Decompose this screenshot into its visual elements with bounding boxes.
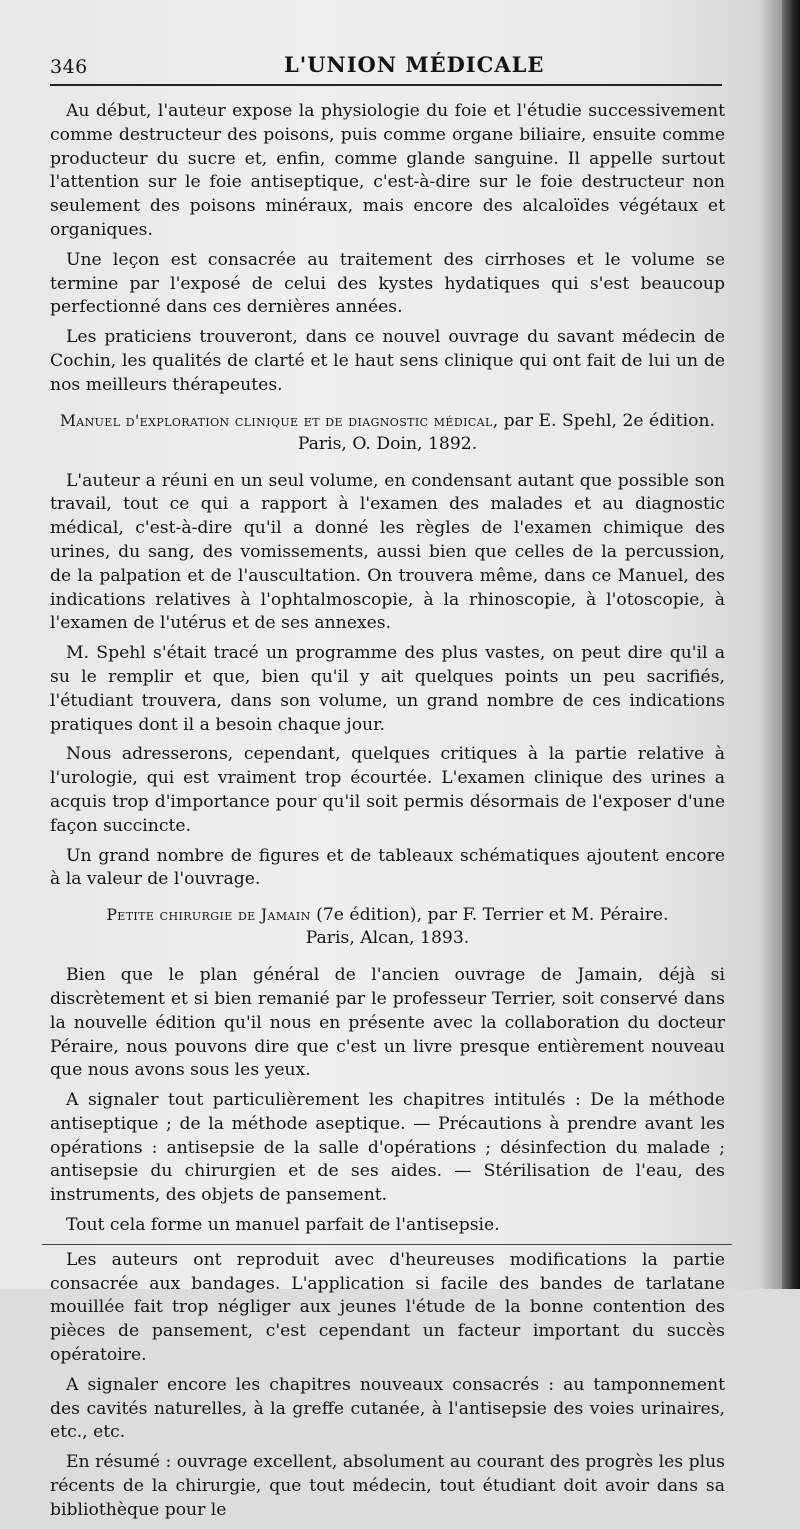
paragraph: M. Spehl s'était tracé un programme des plus vastes, on peut dire qu'il a su le remplir et que, bien qu'il y ait quelques points un peu sacrifiés, l'étudiant trouvera, dans son volume, un grand nombre de ces indications pratiques dont il a besoin chaque jour. [50,643,725,735]
running-header [50,48,718,78]
intro-section [50,100,725,398]
review-heading [50,410,725,456]
review-author: (7e édition), par F. Terrier et M. Péraire. [310,905,669,926]
review-publisher: Paris, O. Doin, 1892. [297,433,478,454]
paragraph: Tout cela forme un manuel parfait de l'antisepsie. [66,1215,500,1236]
paragraph: Bien que le plan général de l'ancien ouvrage de Jamain, déjà si discrètement et si bien remanié par le professeur Terrier, soit conservé dans la nouvelle édition qu'il nous en présente avec la collaboration du docteur Péraire, nous pouvons dire que c'est un livre presque entièrement nouveau que nous avons sous les yeux. [50,965,725,1081]
review-section [50,470,725,893]
page-number: 346 [50,56,88,78]
paragraph: En résumé : ouvrage excellent, absolument au courant des progrès les plus récents de la chirurgie, que tout médecin, tout étudiant doit avoir dans sa bibliothèque pour le [50,1452,725,1520]
paragraph: Les auteurs ont reproduit avec d'heureuses modifications la partie consacrée aux bandages. L'application si facile des bandes de tarlatane mouillée fait trop négliger aux jeunes l'étude de la bonne contention des pièces de pansement, c'est cependant un facteur important du succès opératoire. [50,1249,725,1366]
review-title: Petite chirurgie de Jamain [106,906,311,925]
review-author: , par E. Spehl, 2e édition. [492,410,715,431]
paragraph: Un grand nombre de figures et de tableaux schématiques ajoutent encore à la valeur de l'ouvrage. [50,845,725,890]
paragraph: Une leçon est consacrée au traitement des cirrhoses et le volume se termine par l'exposé de celui des kystes hydatiques qui s'est beaucoup perfectionné dans ces dernières années. [50,249,725,318]
header-rule [50,84,722,86]
paragraph: Nous adresserons, cependant, quelques critiques à la partie relative à l'urologie, qui est vraiment trop écourtée. L'examen clinique des urines a acquis trop d'importance pour qu'il soit permis désormais de l'exposer d'une façon succincte. [50,744,725,836]
book-gutter-shadow [782,0,800,1289]
review-heading [50,904,725,950]
paragraph: A signaler tout particulièrement les chapitres intitulés : De la méthode antiseptique ; de la méthode aseptique. — Précautions à prendre avant les opérations : antisepsie de la salle d'opérations ; désinfection du malade ; antisepsie du chirurgien et de ses aides. — Stérilisation de l'eau, des instruments, des objets de pansement. [50,1090,725,1206]
review-publisher: Paris, Alcan, 1893. [305,928,470,949]
page-body [50,100,725,1529]
paragraph: A signaler encore les chapitres nouveaux consacrés : au tamponnement des cavités naturelles, à la greffe cutanée, à l'antisepsie des voies urinaires, etc., etc. [50,1374,725,1443]
paragraph: Les praticiens trouveront, dans ce nouvel ouvrage du savant médecin de Cochin, les qualités de clarté et le haut sens clinique qui ont fait de lui un de nos meilleurs thérapeutes. [50,327,725,395]
review-section [50,964,725,1523]
review-title: Manuel d'exploration clinique et de diagnostic médical [60,411,493,430]
paragraph: Au début, l'auteur expose la physiologie du foie et l'étudie successivement comme destructeur des poisons, puis comme organe biliaire, ensuite comme producteur du sucre et, enfin, comme glande sanguine. Il appelle surtout l'attention sur le foie antiseptique, c'est-à-dire sur le foie destructeur non seulement des poisons minéraux, mais encore des alcaloïdes végétaux et organiques. [50,101,725,240]
paragraph: L'auteur a réuni en un seul volume, en condensant autant que possible son travail, tout ce qui a rapport à l'examen des malades et au diagnostic médical, c'est-à-dire qu'il a donné les règles de l'examen chimique des urines, du sang, des vomissements, aussi bien que celles de la percussion, de la palpation et de l'auscultation. On trouvera même, dans ce Manuel, des indications relatives à l'ophtalmoscopie, à la rhinoscopie, à l'otoscopie, à l'examen de l'utérus et de ses annexes. [50,470,725,634]
journal-title: L'UNION MÉDICALE [284,52,545,77]
divider [42,1244,732,1245]
